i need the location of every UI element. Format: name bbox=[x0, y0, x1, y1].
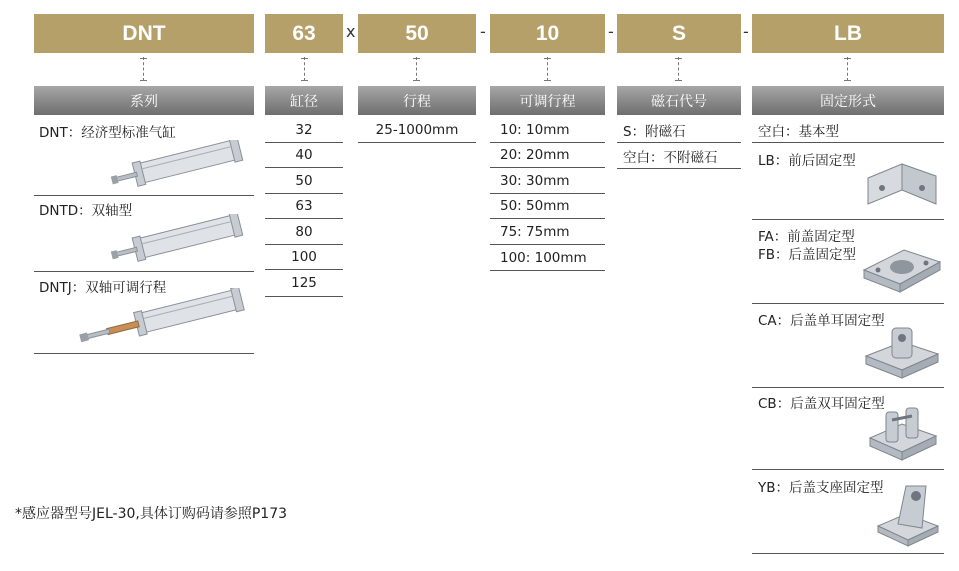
divider bbox=[752, 303, 944, 304]
code-series: DNT bbox=[34, 14, 254, 53]
adjust-item: 75: 75mm bbox=[490, 219, 605, 245]
cylinder-dntd-image bbox=[108, 214, 248, 266]
flange-fa-fb-image bbox=[860, 240, 942, 298]
adjust-item: 30: 30mm bbox=[490, 168, 605, 194]
stroke-item: 25-1000mm bbox=[358, 117, 476, 143]
cylinder-dntj-image bbox=[76, 288, 248, 350]
mount-item-lb: LB：前后固定型 bbox=[758, 153, 856, 169]
divider bbox=[752, 219, 944, 220]
bore-item: 63 bbox=[265, 194, 343, 219]
cylinder-dnt-image bbox=[108, 140, 248, 190]
connector bbox=[674, 57, 684, 82]
code-mount: LB bbox=[752, 14, 944, 53]
header-bore: 缸径 bbox=[265, 86, 343, 115]
magnet-item: 空白：不附磁石 bbox=[617, 143, 741, 169]
clevis-cb-image bbox=[866, 404, 940, 464]
bore-item: 32 bbox=[265, 117, 343, 143]
header-magnet: 磁石代号 bbox=[617, 86, 741, 115]
code-magnet: S bbox=[617, 14, 741, 53]
code-stroke: 50 bbox=[358, 14, 476, 53]
divider bbox=[34, 353, 254, 354]
adjust-item: 100: 100mm bbox=[490, 245, 605, 271]
x-separator: x bbox=[346, 22, 356, 41]
magnet-item: S：附磁石 bbox=[617, 117, 741, 143]
header-series: 系列 bbox=[34, 86, 254, 115]
dash-separator: - bbox=[480, 22, 486, 41]
mount-item-basic: 空白：基本型 bbox=[752, 117, 944, 143]
divider bbox=[752, 553, 944, 554]
mount-item-cb: CB：后盖双耳固定型 bbox=[758, 396, 885, 412]
adjust-item: 20: 20mm bbox=[490, 143, 605, 168]
mount-item-fa: FA：前盖固定型 bbox=[758, 229, 855, 245]
footnote: *感应器型号JEL-30,具体订购码请参照P173 bbox=[15, 506, 288, 522]
connector bbox=[300, 57, 310, 82]
dash-separator: - bbox=[743, 22, 749, 41]
header-stroke: 行程 bbox=[358, 86, 476, 115]
code-bore: 63 bbox=[265, 14, 343, 53]
code-adjust: 10 bbox=[490, 14, 605, 53]
dash-separator: - bbox=[608, 22, 614, 41]
mount-item-ca: CA：后盖单耳固定型 bbox=[758, 313, 885, 329]
mount-item-fb: FB：后盖固定型 bbox=[758, 247, 857, 263]
connector bbox=[543, 57, 553, 82]
connector bbox=[412, 57, 422, 82]
divider bbox=[752, 387, 944, 388]
bore-item: 80 bbox=[265, 219, 343, 245]
clevis-ca-image bbox=[862, 322, 942, 382]
divider bbox=[34, 271, 254, 272]
divider bbox=[34, 195, 254, 196]
header-adjust: 可调行程 bbox=[490, 86, 605, 115]
series-item-dntd: DNTD：双轴型 bbox=[39, 203, 133, 219]
connector bbox=[139, 57, 149, 82]
connector bbox=[843, 57, 853, 82]
bracket-lb-image bbox=[862, 156, 942, 216]
header-mount: 固定形式 bbox=[752, 86, 944, 115]
mount-item-yb: YB：后盖支座固定型 bbox=[758, 480, 884, 496]
support-yb-image bbox=[872, 480, 942, 550]
adjust-item: 50: 50mm bbox=[490, 194, 605, 219]
series-item-dnt: DNT：经济型标准气缸 bbox=[39, 125, 176, 141]
bore-item: 100 bbox=[265, 245, 343, 270]
series-item-dntj: DNTJ：双轴可调行程 bbox=[39, 280, 167, 296]
bore-item: 40 bbox=[265, 143, 343, 168]
bore-item: 50 bbox=[265, 168, 343, 194]
adjust-item: 10: 10mm bbox=[490, 117, 605, 143]
divider bbox=[752, 469, 944, 470]
bore-item: 125 bbox=[265, 270, 343, 297]
